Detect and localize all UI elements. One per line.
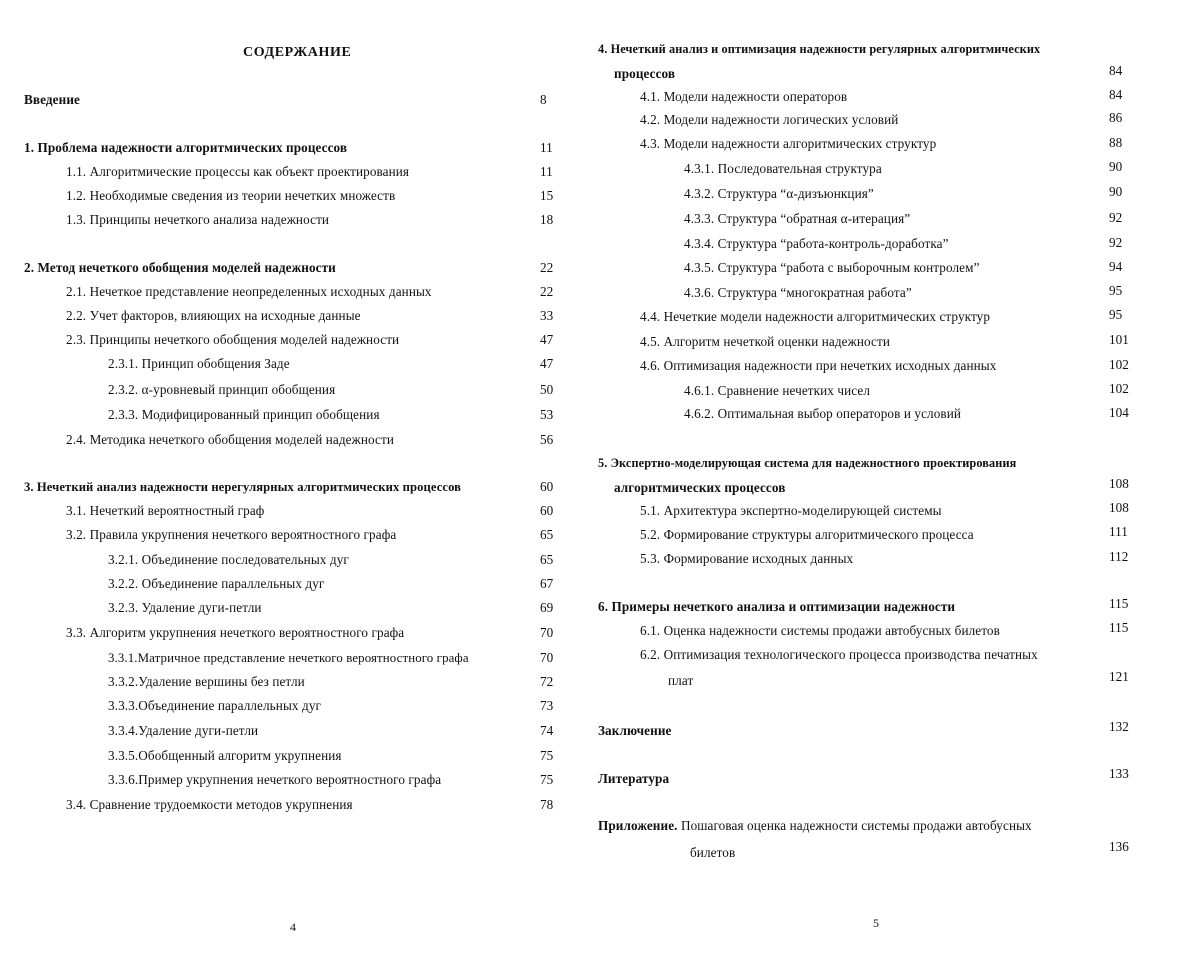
page-number: 4: [290, 920, 296, 934]
toc-entry-text: 2.2. Учет факторов, влияющих на исходные данные: [66, 308, 361, 323]
toc-entry-text: плат: [668, 673, 694, 688]
appendix-label: Приложение.: [598, 818, 678, 833]
toc-entry-text: 6.1. Оценка надежности системы продажи автобусных билетов: [640, 623, 1000, 638]
toc-entry-text: 4.6.1. Сравнение нечетких чисел: [684, 383, 871, 398]
toc-entry-page: 50: [540, 382, 554, 397]
toc-entry-text: 1.3. Принципы нечеткого анализа надежности: [66, 212, 330, 227]
toc-entry-text: 4.4. Нечеткие модели надежности алгоритмических структур: [640, 309, 991, 324]
toc-entry-page: 70: [540, 625, 554, 640]
toc-entry-page: 11: [540, 164, 553, 179]
toc-entry-page: 84: [1109, 87, 1123, 102]
toc-entry-text: 1. Проблема надежности алгоритмических процессов: [24, 140, 348, 155]
toc-entry-text: 4.3.3. Структура “обратная α-итерация”: [684, 211, 911, 226]
toc-entry-text: 2.4. Методика нечеткого обобщения моделей надежности: [66, 432, 394, 447]
toc-entry-text: 2. Метод нечеткого обобщения моделей надежности: [24, 260, 336, 275]
toc-entry-text: 4.3.6. Структура “многократная работа”: [684, 285, 912, 300]
toc-entry-page: 104: [1109, 405, 1129, 420]
toc-entry-text: 3.3.5.Обобщенный алгоритм укрупнения: [108, 748, 342, 763]
toc-entry-text: 5.1. Архитектура экспертно-моделирующей системы: [640, 503, 942, 518]
toc-entry-text: 3.2.1. Объединение последовательных дуг: [108, 552, 349, 567]
toc-entry-text: 2.3.2. α-уровневый принцип обобщения: [108, 382, 336, 397]
toc-entry-text: билетов: [690, 845, 736, 860]
toc-entry-page: 72: [540, 674, 554, 689]
toc-entry-page: 60: [540, 479, 554, 494]
toc-entry-text: процессов: [614, 66, 676, 81]
toc-entry-page: 115: [1109, 596, 1129, 611]
toc-entry-text: 3.2. Правила укрупнения нечеткого вероятностного графа: [66, 527, 397, 542]
toc-entry-page: 133: [1109, 766, 1129, 781]
toc-entry-page: 88: [1109, 135, 1123, 150]
toc-entry-page: 53: [540, 407, 554, 422]
toc-entry-page: 108: [1109, 476, 1129, 491]
toc-entry-text: 1.1. Алгоритмические процессы как объект проектирования: [66, 164, 410, 179]
toc-entry-text: 3. Нечеткий анализ надежности нерегулярных алгоритмических процессов: [24, 480, 462, 494]
toc-entry-page: 112: [1109, 549, 1129, 564]
toc-entry-page: 15: [540, 188, 554, 203]
toc-entry-page: 136: [1109, 839, 1129, 854]
toc-entry-text: 4.3.5. Структура “работа с выборочным контролем”: [684, 260, 980, 275]
toc-entry-page: 69: [540, 600, 554, 615]
toc-entry-text: 2.3.3. Модифицированный принцип обобщения: [108, 407, 380, 422]
toc-entry-page: 102: [1109, 357, 1129, 372]
toc-entry-text: 5.2. Формирование структуры алгоритмического процесса: [640, 527, 974, 542]
toc-entry-text: Введение: [24, 92, 80, 107]
toc-entry-text: 4.5. Алгоритм нечеткой оценки надежности: [640, 334, 890, 349]
toc-entry-page: 86: [1109, 110, 1123, 125]
toc-entry-text: 4.6.2. Оптимальная выбор операторов и условий: [684, 406, 962, 421]
toc-entry-page: 67: [540, 576, 554, 591]
toc-entry-text: 3.3.1.Матричное представление нечеткого вероятностного графа: [108, 651, 469, 665]
toc-entry-page: 75: [540, 772, 554, 787]
toc-entry-text: 4.3.1. Последовательная структура: [684, 161, 882, 176]
toc-entry-text: 4.3.2. Структура “α-дизъюнкция”: [684, 186, 874, 201]
toc-entry-page: 60: [540, 503, 554, 518]
toc-entry-page: 18: [540, 212, 554, 227]
toc-entry-page: 92: [1109, 210, 1123, 225]
toc-entry-text: Пошаговая оценка надежности системы продажи автобусных: [680, 818, 1032, 833]
toc-entry-text: 4. Нечеткий анализ и оптимизация надежности регулярных алгоритмических: [598, 42, 1041, 56]
toc-entry-text: 3.3.2.Удаление вершины без петли: [108, 674, 305, 689]
toc-entry-text: 5.3. Формирование исходных данных: [640, 551, 854, 566]
toc-entry-text: 3.3.6.Пример укрупнения нечеткого вероятностного графа: [108, 772, 442, 787]
toc-entry-text: алгоритмических процессов: [614, 480, 786, 495]
toc-entry-page: 84: [1109, 63, 1123, 78]
toc-entry-text: 2.1. Нечеткое представление неопределенных исходных данных: [66, 284, 432, 299]
toc-entry-page: 65: [540, 527, 554, 542]
toc-entry-text: 6.2. Оптимизация технологического процесса производства печатных: [640, 647, 1038, 662]
toc-entry-page: 115: [1109, 620, 1129, 635]
toc-heading: СОДЕРЖАНИЕ: [243, 45, 352, 60]
toc-entry-text: 4.3.4. Структура “работа-контроль-доработка”: [684, 236, 949, 251]
toc-entry-text: Заключение: [598, 723, 672, 738]
toc-entry-page: 33: [540, 308, 554, 323]
toc-entry-page: 47: [540, 356, 554, 371]
toc-entry-page: 94: [1109, 259, 1123, 274]
toc-entry-page: 78: [540, 797, 554, 812]
toc-entry-page: 90: [1109, 159, 1123, 174]
toc-entry-page: 8: [540, 92, 547, 107]
toc-entry-text: 3.4. Сравнение трудоемкости методов укрупнения: [66, 797, 353, 812]
toc-entry-text: 3.2.2. Объединение параллельных дуг: [108, 576, 325, 591]
toc-entry-page: 132: [1109, 719, 1129, 734]
toc-entry-page: 47: [540, 332, 554, 347]
toc-entry-text: 3.1. Нечеткий вероятностный граф: [66, 503, 265, 518]
toc-entry-text: 2.3.1. Принцип обобщения Заде: [108, 356, 290, 371]
toc-entry-text: 3.2.3. Удаление дуги-петли: [108, 600, 262, 615]
toc-entry-page: 22: [540, 260, 554, 275]
toc-entry-page: 92: [1109, 235, 1123, 250]
toc-entry-text: 3.3.4.Удаление дуги-петли: [108, 723, 259, 738]
toc-entry-text: 1.2. Необходимые сведения из теории нечетких множеств: [66, 188, 396, 203]
toc-entry-page: 95: [1109, 307, 1123, 322]
toc-entry-text: 4.3. Модели надежности алгоритмических структур: [640, 136, 937, 151]
toc-entry-text: 3.3.3.Объединение параллельных дуг: [108, 698, 322, 713]
toc-entry-page: 74: [540, 723, 554, 738]
toc-entry-text: 4.1. Модели надежности операторов: [640, 89, 848, 104]
toc-entry-page: 108: [1109, 500, 1129, 515]
toc-entry-appendix: [598, 818, 1032, 834]
toc-entry-page: 102: [1109, 381, 1129, 396]
toc-entry-text: 4.6. Оптимизация надежности при нечетких исходных данных: [640, 358, 997, 373]
toc-entry-page: 111: [1109, 524, 1128, 539]
page-number: 5: [873, 916, 879, 930]
toc-entry-text: 3.3. Алгоритм укрупнения нечеткого вероятностного графа: [66, 625, 405, 640]
toc-entry-page: 121: [1109, 669, 1129, 684]
toc-entry-page: 70: [540, 650, 554, 665]
toc-entry-page: 73: [540, 698, 554, 713]
toc-entry-page: 101: [1109, 332, 1129, 347]
toc-entry-text: 6. Примеры нечеткого анализа и оптимизации надежности: [598, 599, 956, 614]
toc-entry-page: 65: [540, 552, 554, 567]
toc-entry-page: 90: [1109, 184, 1123, 199]
toc-entry-text: 4.2. Модели надежности логических условий: [640, 112, 899, 127]
toc-entry-page: 56: [540, 432, 554, 447]
toc-entry-text: 5. Экспертно-моделирующая система для надежностного проектирования: [598, 456, 1017, 470]
toc-entry-page: 22: [540, 284, 554, 299]
toc-entry-text: Литература: [598, 771, 670, 786]
toc-entry-page: 11: [540, 140, 553, 155]
toc-entry-page: 95: [1109, 283, 1123, 298]
toc-entry-text: 2.3. Принципы нечеткого обобщения моделей надежности: [66, 332, 400, 347]
toc-entry-page: 75: [540, 748, 554, 763]
